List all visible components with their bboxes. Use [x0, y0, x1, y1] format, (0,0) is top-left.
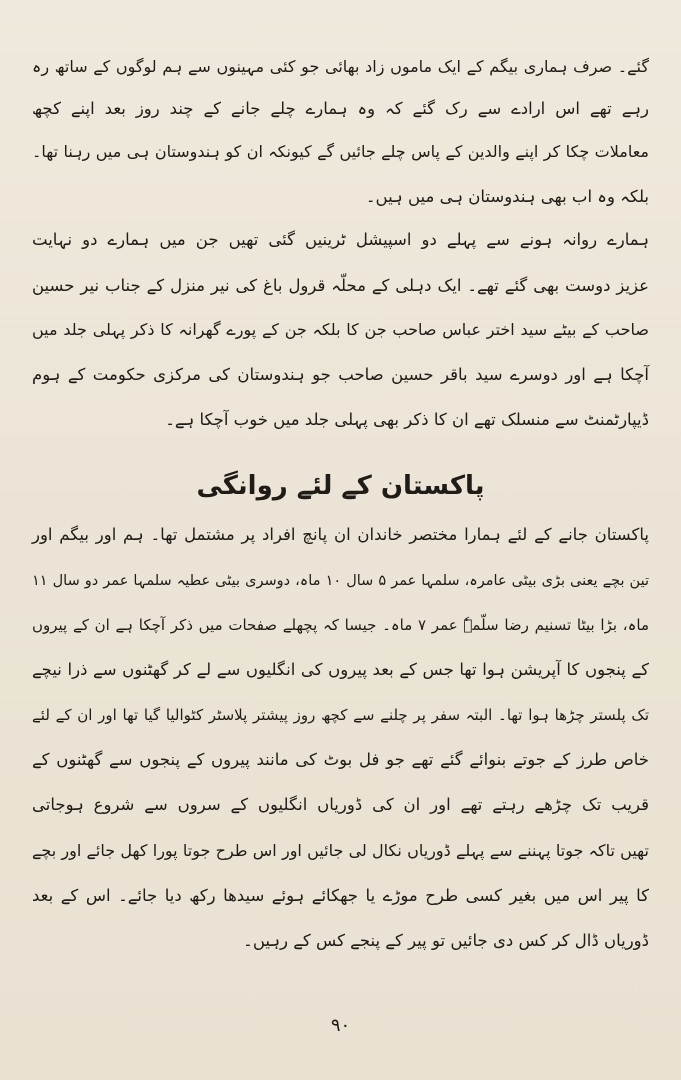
text-line: ڈیپارٹمنٹ سے منسلک تھے ان کا ذکر بھی پہلی جلد میں خوب آچکا ہے۔ [165, 410, 649, 429]
text-line: کے پنجوں کا آپریشن ہوا تھا جس کے بعد پیروں کی انگلیوں سے لے کر گھٹنوں سے ذرا نیچے [32, 660, 649, 679]
text-line: کا پیر اس میں بغیر کسی طرح موڑے یا جھکائے ہوئے سیدھا رکھ دیا جائے۔ اس کے بعد [32, 886, 649, 905]
text-line: ہمارے روانہ ہونے سے پہلے دو اسپیشل ٹرینیں گئی تھیں جن میں ہمارے دو نہایت [32, 230, 649, 249]
text-line: قریب تک چڑھے رہتے تھے اور ان کی ڈوریاں انگلیوں کے سروں سے شروع ہوجاتی [32, 795, 649, 814]
text-line: بلکہ وہ اب بھی ہندوستان ہی میں ہیں۔ [365, 187, 649, 206]
text-line: آچکا ہے اور دوسرے سید باقر حسین صاحب جو ہندوستان کی مرکزی حکومت کے ہوم [32, 365, 649, 384]
text-line: خاص طرز کے جوتے بنوائے گئے تھے جو فل بوٹ کی مانند پیروں کے پنجوں سے گھٹنوں کے [32, 750, 649, 769]
section-heading: پاکستان کے لئے روانگی [196, 471, 485, 501]
text-line: عزیز دوست بھی گئے تھے۔ ایک دہلی کے محلّہ قرول باغ کی نیر منزل کے جناب نیر حسین [32, 276, 649, 295]
text-line: تک پلستر چڑھا ہوا تھا۔ البتہ سفر پر چلنے سے کچھ روز پیشتر پلاسٹر کٹوالیا گیا تھا اور ان کے لئے [32, 706, 649, 724]
text-line: صاحب کے بیٹے سید اختر عباس صاحب جن کا بلکہ جن کے پورے گھرانہ کا ذکر پہلی جلد میں [32, 320, 649, 339]
text-line: تھیں تاکہ جوتا پہننے سے پہلے ڈوریاں نکال لی جائیں اور اس طرح جوتا پورا کھل جائے اور بچے [32, 841, 649, 860]
text-line: پاکستان جانے کے لئے ہمارا مختصر خاندان ان پانچ افراد پر مشتمل تھا۔ ہم اور بیگم اور [32, 525, 649, 544]
text-line: تین بچے یعنی بڑی بیٹی عامرہ، سلمہا عمر ۵ سال ۱۰ ماہ، دوسری بیٹی عطیہ سلمہا عمر دو سال ۱۱ [32, 573, 649, 589]
page-number: ۹۰ [330, 1015, 351, 1036]
text-line: ڈوریاں ڈال کر کس دی جائیں تو پیر کے پنجے کس کے رہیں۔ [243, 931, 649, 950]
text-line: رہے تھے اس ارادے سے رک گئے کہ وہ ہمارے چلے جانے کے چند روز بعد اپنے کچھ [32, 99, 649, 118]
text-line: گئے۔ صرف ہماری بیگم کے ایک ماموں زاد بھائی جو کئی مہینوں سے ہم لوگوں کے ساتھ رہ [32, 57, 649, 76]
text-line: ماہ، بڑا بیٹا تسنیم رضا سلّمہٗ عمر ۷ ماہ۔ جیسا کہ پچھلے صفحات میں ذکر آچکا ہے ان کے پیروں [32, 616, 650, 634]
text-line: معاملات چکا کر اپنے والدین کے پاس چلے جائیں گے کیونکہ ان کو ہندوستان ہی میں رہنا تھا۔ [32, 142, 649, 161]
